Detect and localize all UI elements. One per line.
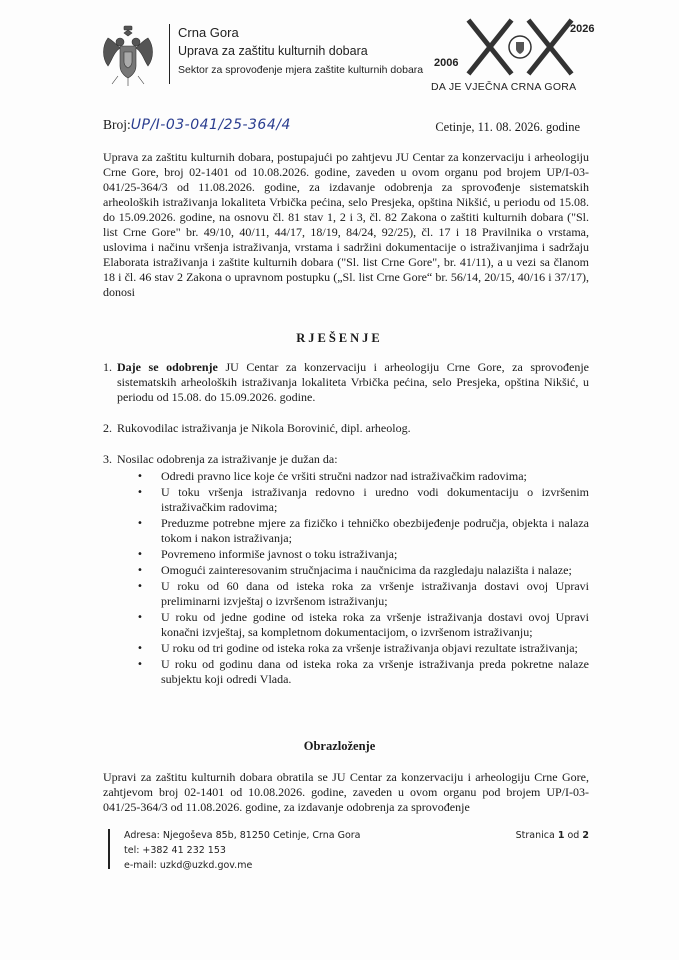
duty-item: • Preduzme potrebne mjere za fizičko i tehničko obezbijeđenje područja, objekta i nalaza tokom i nakon istraživanja;: [161, 516, 589, 546]
point-number: 1.: [103, 360, 112, 374]
footer-contact: [124, 828, 361, 873]
footer-address: Adresa: Njegoševa 85b, 81250 Cetinje, Crna Gora: [124, 830, 361, 841]
reference-number: [103, 117, 291, 133]
explanation-title: Obrazloženje: [303, 739, 376, 753]
explanation-paragraph: Upravi za zaštitu kulturnih dobara obratila se JU Centar za konzervaciju i arheologiju Crne Gore, zahtjevom broj 02-1401 od 10.08.2026. godine, zaveden u ovom organu pod brojem UP/I-03-041/25-364/3 od 11.08.2026. godine, za izdavanje odobrenja za sprovođenje: [103, 770, 589, 814]
duty-item: • U roku od 60 dana od isteka roka za vršenje istraživanja dostavi ovoj Upravi preliminarni izvještaj o izvršenom istraživanju;: [161, 579, 589, 609]
document-date: Cetinje, 11. 08. 2026. godine: [435, 120, 580, 134]
page-current: 1: [557, 830, 565, 841]
duty-item: • U roku od jedne godine od isteka roka za vršenje istraživanja dostavi ovoj Upravi konačni izvještaj, sa kompletnom dokumentacijom, o izvršenom istraživanju;: [161, 610, 589, 640]
point-number: 3.: [103, 452, 112, 466]
footer-divider: [108, 829, 110, 869]
logo-year-left: 2006: [434, 57, 459, 69]
duty-item: • Povremeno informiše javnost o toku istraživanja;: [161, 547, 589, 562]
header-divider: [169, 24, 170, 84]
point-text: Rukovodilac istraživanja je Nikola Borovinić, dipl. arheolog.: [117, 421, 411, 435]
duty-item: • Odredi pravno lice koje će vršiti stručni nadzor nad istraživačkim radovima;: [161, 469, 589, 484]
reference-label: Broj:: [103, 117, 131, 132]
footer-phone: tel: +382 41 232 153: [124, 845, 226, 856]
decision-point: [103, 421, 589, 436]
duty-item: • Omogući zainteresovanim stručnjacima i naučnicima da razgledaju nalazišta i nalaze;: [161, 563, 589, 578]
anniversary-logo: [432, 14, 595, 80]
logo-caption: DA JE VJEČNA CRNA GORA: [431, 81, 577, 93]
duty-item: • U roku od tri godine od isteka roka za vršenje istraživanja objavi rezultate istraživanja;: [161, 641, 589, 656]
country-name: Crna Gora: [178, 25, 239, 40]
page-total: 2: [582, 830, 589, 841]
duty-item: • U toku vršenja istraživanja redovno i uredno vodi dokumentaciju o izvršenim istraživačkim radovima;: [161, 485, 589, 515]
logo-roman-numeral: XX: [512, 28, 514, 29]
intro-paragraph: Uprava za zaštitu kulturnih dobara, postupajući po zahtjevu JU Centar za konzervaciju i arheologiju Crne Gore, broj 02-1401 od 10.08.2026. godine, zaveden u ovom organu pod brojem UP/I-03-041/25-364/3 od 11.08.2026. godine, za izdavanje odobrenja za sprovođenje sistematskih arheoloških istraživanja lokaliteta Vrbička pećina, selo Presjeka, opština Nikšić, u periodu od 15.08. do 15.09.2026. godine, na osnovu čl. 81 stav 1, 2 i 3, čl. 82 Zakona o zaštiti kulturnih dobara ("Sl. list Crne Gore" br. 49/10, 40/11, 44/17, 18/19, 84/24, 92/25), čl. 17 i 18 Pravilnika o vrstama, uslovima i načinu vršenja istraživanja, vrstama i sadržini dokumentacije o istraživanjima i sadržaju Elaborata istraživanja i zaštite kulturnih dobara ("Sl. list Crne Gore", br. 41/11), a u vezi sa članom 18 i čl. 46 stav 2 Zakona o upravnom postupku („Sl. list Crne Gore“ br. 56/14, 20/15, 40/16 i 37/17), donosi: [103, 150, 589, 299]
duties-list: [117, 469, 589, 687]
point-bold-lead: Daje se odobrenje: [117, 360, 218, 374]
decision-title: RJEŠENJE: [296, 331, 383, 345]
institution-name: Uprava za zaštitu kulturnih dobara: [178, 44, 368, 58]
logo-year-right: 2026: [570, 23, 595, 35]
coat-of-arms-icon: [100, 24, 156, 88]
point-number: 2.: [103, 421, 112, 435]
footer-email: e-mail: uzkd@uzkd.gov.me: [124, 860, 253, 871]
decision-point: [103, 360, 589, 405]
sector-name: Sektor za sprovođenje mjera zaštite kulturnih dobara: [178, 64, 424, 76]
page-indicator: [516, 830, 589, 841]
page-separator: od: [567, 830, 580, 841]
handwritten-number: UP/I-03-041/25-364/4: [130, 117, 291, 133]
header-institution: [178, 24, 423, 79]
page-label: Stranica: [515, 830, 555, 841]
decision-point: [103, 452, 589, 687]
decision-points: [103, 360, 589, 688]
point-text: Nosilac odobrenja za istraživanje je dužan da:: [117, 452, 338, 466]
point-text: JU Centar za konzervaciju i arheologiju Crne Gore, za sprovođenje sistematskih arheoloških istraživanja lokaliteta Vrbička pećina, selo Presjeka, opština Nikšić, u periodu od 15.08. do 15.09.2026. godine.: [117, 360, 590, 404]
duty-item: • U roku od godinu dana od isteka roka za vršenje istraživanja preda pokretne nalaze subjektu koji odredi Vlada.: [161, 657, 589, 687]
